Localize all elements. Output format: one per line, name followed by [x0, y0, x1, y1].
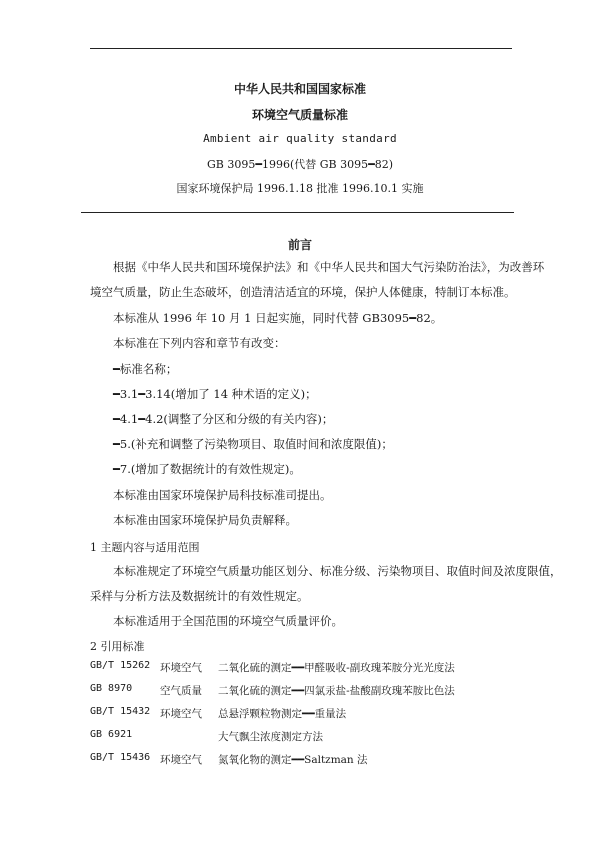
reference-code: GB/T 15436 [90, 752, 151, 763]
header-divider [81, 212, 514, 213]
reference-row [90, 683, 530, 703]
reference-row [90, 660, 530, 680]
change-item: ━5.(补充和调整了污染物项目、取值时间和浓度限值)； [113, 437, 393, 451]
english-title: Ambient air quality standard [203, 132, 397, 145]
preface-heading: 前言 [287, 238, 312, 252]
change-item: ━3.1━3.14(增加了 14 种术语的定义)； [113, 387, 317, 401]
preface-para1-line1: 根据《中华人民共和国环境保护法》和《中华人民共和国大气污染防治法》，为改善环 [113, 260, 545, 274]
preface-para2: 本标准从 1996 年 10 月 1 日起实施，同时代替 GB3095━82。 [113, 311, 443, 325]
section2-heading: 2 引用标准 [90, 640, 145, 653]
section1-para1-line1: 本标准规定了环境空气质量功能区划分、标准分级、污染物项目、取值时间及浓度限值， [113, 564, 562, 578]
standard-subtitle: 环境空气质量标准 [251, 108, 348, 122]
reference-category: 空气质量 [160, 685, 202, 697]
preface-para5: 本标准由国家环境保护局负责解释。 [113, 513, 297, 527]
reference-row [90, 729, 530, 749]
standard-title: 中华人民共和国国家标准 [233, 82, 366, 96]
approval-line: 国家环境保护局 1996.1.18 批准 1996.10.1 实施 [176, 182, 424, 195]
standard-code: GB 3095━1996(代替 GB 3095━82) [206, 158, 394, 171]
top-rule [90, 48, 512, 49]
section1-para2: 本标准适用于全国范围的环境空气质量评价。 [113, 614, 343, 628]
reference-row [90, 706, 530, 726]
preface-para1-line2: 境空气质量，防止生态破坏，创造清洁适宜的环境，保护人体健康，特制订本标准。 [90, 285, 516, 299]
reference-code: GB 6921 [90, 729, 133, 740]
reference-title: 二氧化硫的测定━━四氯汞盐-盐酸副玫瑰苯胺比色法 [218, 685, 455, 697]
change-item: ━7.(增加了数据统计的有效性规定)。 [113, 462, 301, 476]
reference-category: 环境空气 [160, 662, 202, 674]
reference-title: 二氧化硫的测定━━甲醛吸收-副玫瑰苯胺分光光度法 [218, 662, 455, 674]
preface-para4: 本标准由国家环境保护局科技标准司提出。 [113, 488, 332, 502]
reference-code: GB 8970 [90, 683, 133, 694]
reference-title: 总悬浮颗粒物测定━━重量法 [218, 708, 347, 720]
reference-code: GB/T 15432 [90, 706, 151, 717]
change-item: ━4.1━4.2(调整了分区和分级的有关内容)； [113, 412, 334, 426]
reference-category: 环境空气 [160, 754, 202, 766]
section1-para1-line2: 采样与分析方法及数据统计的有效性规定。 [90, 589, 309, 603]
reference-title: 大气飘尘浓度测定方法 [218, 731, 323, 743]
reference-code: GB/T 15262 [90, 660, 151, 671]
reference-category: 环境空气 [160, 708, 202, 720]
preface-para3: 本标准在下列内容和章节有改变： [113, 336, 286, 350]
reference-row [90, 752, 530, 772]
reference-title: 氮氧化物的测定━━Saltzman 法 [218, 754, 368, 766]
change-item: ━标准名称； [113, 362, 178, 376]
section1-heading: 1 主题内容与适用范围 [90, 541, 200, 554]
